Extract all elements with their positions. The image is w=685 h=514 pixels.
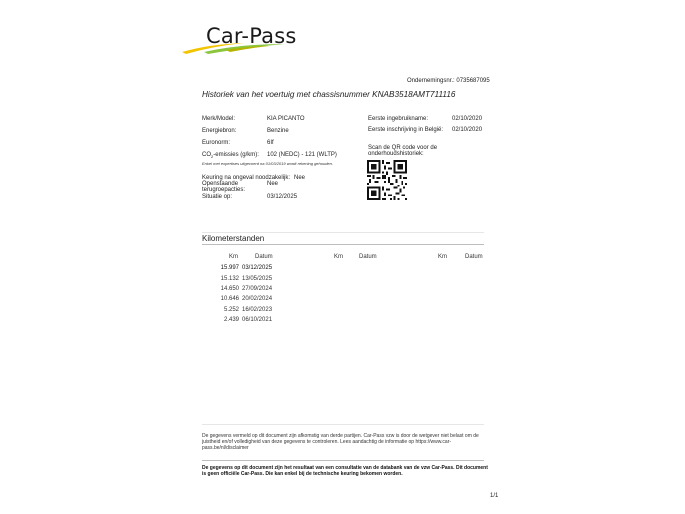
mileage-date: 13/05/2025: [242, 276, 273, 282]
top-divider: [202, 232, 484, 233]
mileage-km: 15.997: [220, 265, 239, 271]
make-value: KIA PICANTO: [267, 116, 305, 122]
mileage-section-title: Kilometerstanden: [202, 234, 265, 243]
mileage-km: 5.252: [223, 307, 239, 313]
first-reg-value: 02/10/2020: [452, 127, 483, 133]
company-number: Ondernemingsnr.: 0735687095: [407, 78, 490, 84]
recall-label-2: terugroepacties:: [202, 187, 246, 193]
date-header-3: Datum: [465, 254, 483, 260]
situation-value: 03/12/2025: [267, 194, 298, 200]
mileage-km: 2.439: [223, 317, 239, 323]
km-header-2: Km: [334, 254, 343, 260]
mileage-date: 03/12/2025: [242, 265, 273, 271]
mileage-km: 15.132: [220, 276, 239, 282]
make-label: Merk/Model:: [202, 116, 236, 122]
date-header-1: Datum: [255, 254, 273, 260]
mileage-date: 16/02/2023: [242, 307, 273, 313]
first-reg-label: Eerste inschrijving in België:: [368, 127, 444, 133]
km-header-3: Km: [438, 254, 447, 260]
co2-value: 102 (NEDC) - 121 (WLTP): [267, 152, 337, 158]
page-title: Historiek van het voertuig met chassisnummer KNAB3518AMT711116: [202, 90, 456, 99]
mileage-km: 10.646: [220, 296, 239, 302]
recall-label-1: Openstaande: [202, 181, 239, 187]
section-divider: [202, 244, 484, 245]
mileage-date: 20/02/2024: [242, 296, 273, 302]
logo-text: Car-Pass: [206, 24, 297, 48]
qr-label-2: onderhoudshistoriek:: [368, 151, 424, 157]
mileage-date: 27/09/2024: [242, 286, 273, 292]
footer-divider: [202, 460, 484, 461]
footer-divider-top: [202, 424, 484, 425]
inspection-label: Keuring na ongeval noodzakelijk:: [202, 175, 291, 181]
km-header-1: Km: [229, 254, 238, 260]
energy-label: Energiebron:: [202, 128, 237, 134]
energy-value: Benzine: [267, 128, 289, 134]
co2-note: Enkel met expertises uitgevoerd na 01/03/2019 wordt rekening gehouden.: [202, 161, 333, 166]
first-use-value: 02/10/2020: [452, 116, 483, 122]
page-number: 1/1: [490, 493, 499, 499]
inspection-value: Nee: [294, 175, 306, 181]
mileage-km: 14.650: [220, 286, 239, 292]
disclaimer-text: De gegevens vermeld op dit document zijn afkomstig van derde partijen. Car-Pass vzw is door de wetgever niet belast om de juistheid en/of volledigheid van deze gegevens te controleren. Lees aandachtig de informatie op https://www.car-pass.be/nl/disclaimer: [202, 433, 479, 452]
first-use-label: Eerste ingebruikname:: [368, 116, 429, 122]
euro-value: 6If: [267, 140, 274, 146]
euro-label: Euronorm:: [202, 140, 231, 146]
qr-code[interactable]: [367, 160, 407, 200]
mileage-date: 06/10/2021: [242, 317, 273, 323]
recall-value: Nee: [267, 181, 279, 187]
qr-label-1: Scan de QR code voor de: [368, 145, 438, 151]
official-notice: De gegevens op dit document zijn het resultaat van een consultatie van de databank van de vzw Car-Pass. Dit document is geen officiële Car-Pass. Die kan enkel bij de technische keuring bekomen worden.: [202, 465, 488, 478]
date-header-2: Datum: [359, 254, 377, 260]
co2-label: $CO_2$-emissies (g/km):: [202, 152, 259, 160]
situation-label: Situatie op:: [202, 194, 233, 200]
